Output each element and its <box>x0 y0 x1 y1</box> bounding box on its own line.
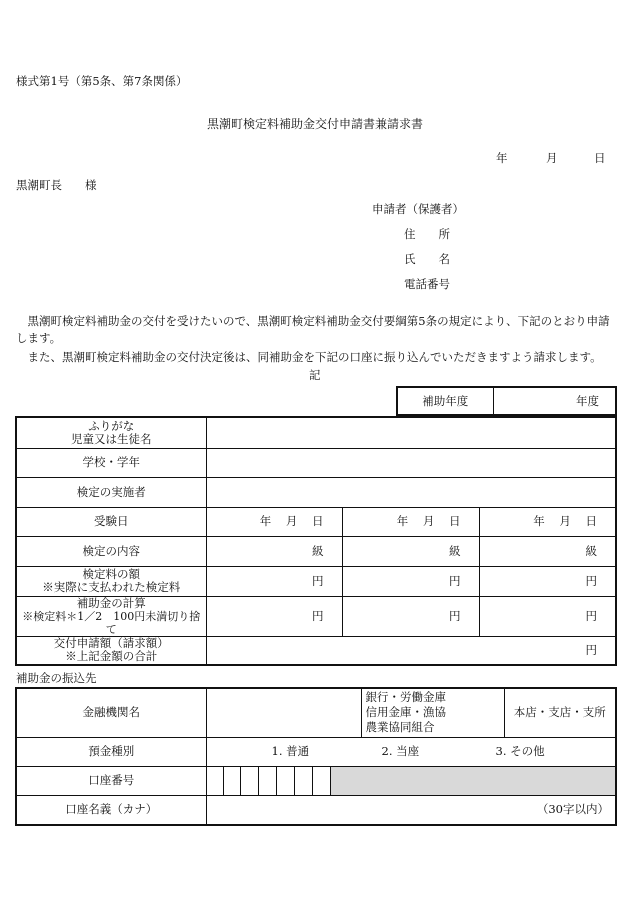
exam-provider-field[interactable] <box>206 477 616 507</box>
request-amount-label: 交付申請額（請求額） ※上記金額の合計 <box>16 636 206 665</box>
subsidy-calc-label: 補助金の計算 ※検定料＊1／2 100円未満切り捨て <box>16 596 206 636</box>
subsidy-calc-field-3[interactable]: 円 <box>479 596 616 636</box>
account-number-shaded-area <box>330 766 616 795</box>
exam-content-field-3[interactable]: 級 <box>479 536 616 566</box>
date-month-label: 月 <box>546 151 558 165</box>
exam-provider-label: 検定の実施者 <box>16 477 206 507</box>
fiscal-year-unit: 年度 <box>576 393 599 408</box>
institution-name-field[interactable] <box>206 688 361 737</box>
fiscal-year-table <box>396 386 617 416</box>
body-paragraph-2: また、黒潮町検定料補助金の交付決定後は、同補助金を下記の口座に振り込んでいただきますよう請求します。 <box>16 350 602 364</box>
fiscal-year-label: 補助年度 <box>397 387 493 415</box>
school-grade-label: 学校・学年 <box>16 448 206 477</box>
date-day-label: 日 <box>594 151 606 165</box>
school-grade-field[interactable] <box>206 448 616 477</box>
account-number-digit[interactable] <box>206 766 223 795</box>
exam-fee-label: 検定料の額 ※実際に支払われた検定料 <box>16 566 206 596</box>
exam-date-label: 受験日 <box>16 507 206 536</box>
account-number-digit[interactable] <box>294 766 312 795</box>
account-number-digit[interactable] <box>240 766 258 795</box>
exam-content-field-2[interactable]: 級 <box>342 536 479 566</box>
account-type-option-3[interactable]: 3. その他 <box>495 743 545 758</box>
branch-type-options[interactable]: 本店・支店・支所 <box>504 688 616 737</box>
ki-label: 記 <box>309 368 321 382</box>
applicant-address-label: 住 所 <box>404 227 450 241</box>
account-type-label: 預金種別 <box>16 737 206 766</box>
exam-content-label: 検定の内容 <box>16 536 206 566</box>
exam-content-field-1[interactable]: 級 <box>206 536 342 566</box>
addressee: 黒潮町長 様 <box>16 178 97 192</box>
account-type-option-2[interactable]: 2. 当座 <box>381 743 420 758</box>
student-name-field[interactable] <box>206 417 616 448</box>
account-holder-note: （30字以内） <box>536 802 609 817</box>
exam-fee-field-1[interactable]: 円 <box>206 566 342 596</box>
account-holder-field[interactable] <box>206 795 616 825</box>
account-number-digit[interactable] <box>276 766 294 795</box>
exam-date-field-2[interactable]: 年 月 日 <box>342 507 479 536</box>
page-title: 黒潮町検定料補助金交付申請書兼請求書 <box>206 117 423 131</box>
fiscal-year-field[interactable] <box>493 387 616 415</box>
applicant-phone-label: 電話番号 <box>404 277 450 291</box>
subsidy-calc-field-1[interactable]: 円 <box>206 596 342 636</box>
exam-fee-field-3[interactable]: 円 <box>479 566 616 596</box>
exam-date-field-1[interactable]: 年 月 日 <box>206 507 342 536</box>
bank-table <box>15 687 617 826</box>
institution-type-options[interactable]: 銀行・労働金庫 信用金庫・漁協 農業協同組合 <box>361 688 504 737</box>
request-amount-field[interactable]: 円 <box>206 636 616 665</box>
exam-date-field-3[interactable]: 年 月 日 <box>479 507 616 536</box>
institution-label: 金融機関名 <box>16 688 206 737</box>
form-id: 様式第1号（第5条、第7条関係） <box>16 74 188 88</box>
applicant-heading: 申請者（保護者） <box>372 202 464 216</box>
applicant-name-label: 氏 名 <box>404 252 450 266</box>
exam-fee-field-2[interactable]: 円 <box>342 566 479 596</box>
account-number-digit[interactable] <box>258 766 276 795</box>
account-number-digit[interactable] <box>312 766 330 795</box>
body-paragraph-1: 黒潮町検定料補助金の交付を受けたいので、黒潮町検定料補助金交付要綱第5条の規定により、下記のとおり申請します。 <box>16 314 610 345</box>
student-name-label: ふりがな 児童又は生徒名 <box>16 417 206 448</box>
account-number-digit[interactable] <box>223 766 240 795</box>
bank-section-heading: 補助金の振込先 <box>16 671 97 685</box>
account-number-label: 口座番号 <box>16 766 206 795</box>
account-type-option-1[interactable]: 1. 普通 <box>271 743 310 758</box>
application-table <box>15 416 617 666</box>
account-holder-label: 口座名義（カナ） <box>16 795 206 825</box>
subsidy-calc-field-2[interactable]: 円 <box>342 596 479 636</box>
account-type-options[interactable] <box>206 737 616 766</box>
date-year-label: 年 <box>496 151 508 165</box>
